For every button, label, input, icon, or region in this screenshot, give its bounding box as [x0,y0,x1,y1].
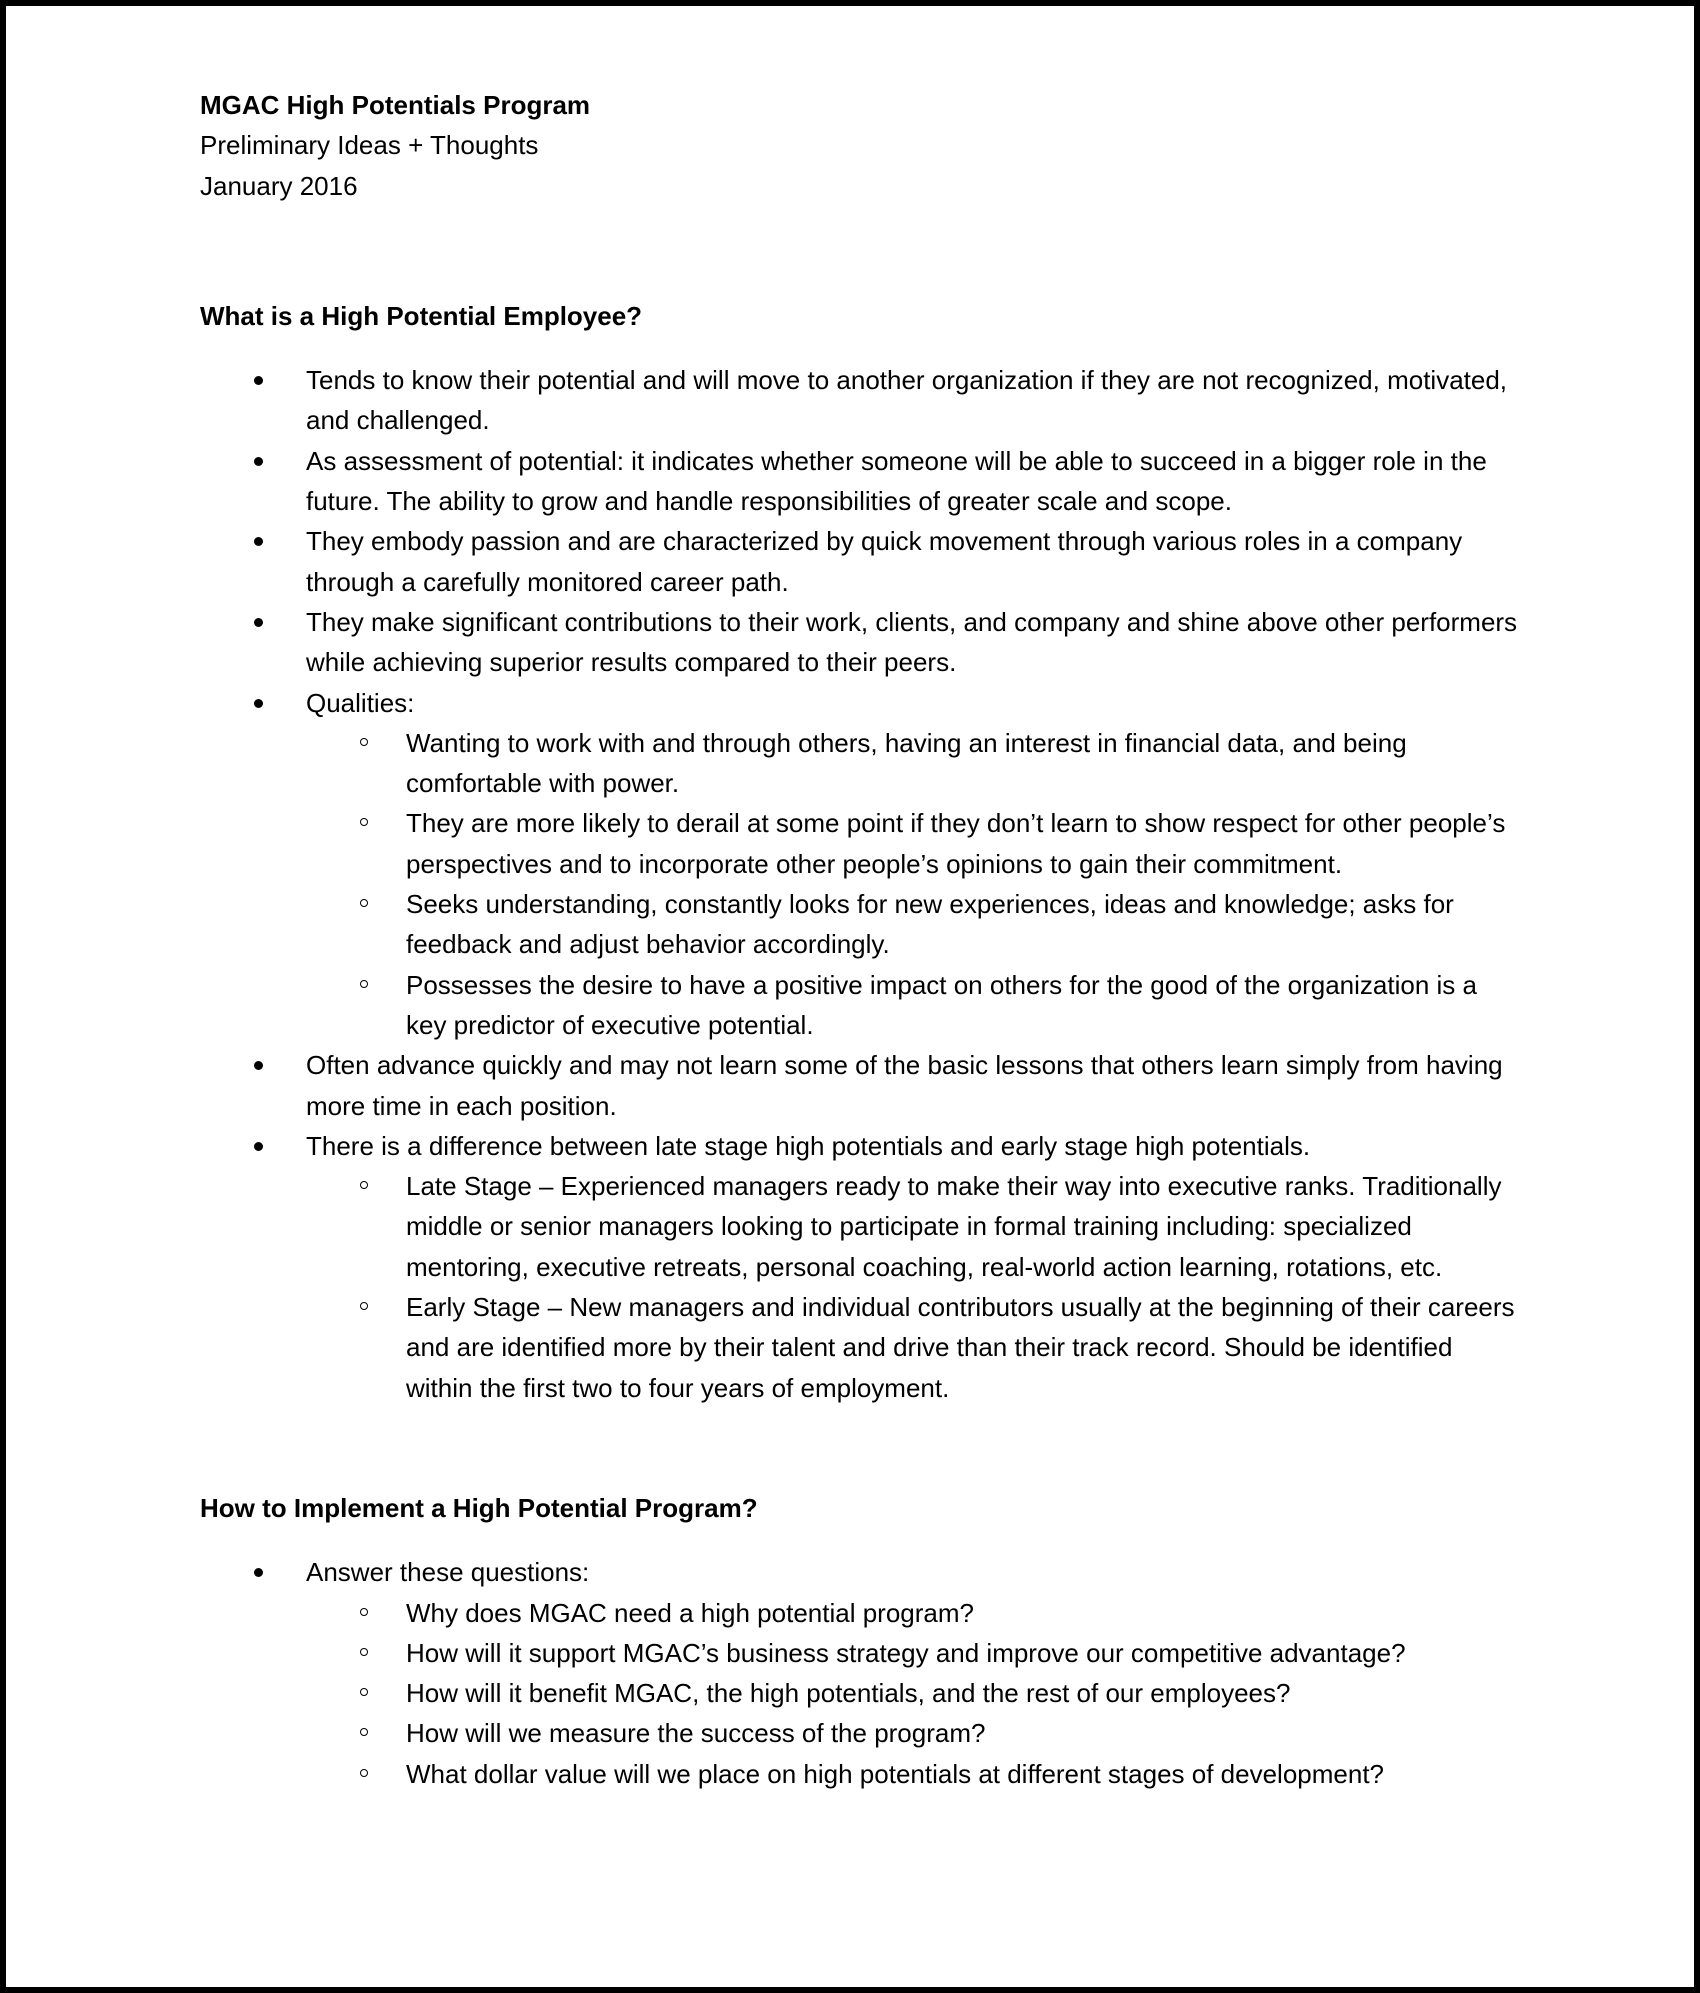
sublist-item: How will we measure the success of the program? [306,1713,1520,1753]
sublist-item: What dollar value will we place on high potentials at different stages of development? [306,1754,1520,1794]
bullet-circle-icon [360,1648,368,1656]
section-heading-high-potential-employee: What is a High Potential Employee? [200,300,643,331]
bullet-circle-icon [360,1302,368,1310]
sublist-item: Late Stage – Experienced managers ready to make their way into executive ranks. Traditionally middle or senior managers looking to participate in formal training including: specialized mentoring, executive retreats, personal coaching, real-world action learning, rotations, etc. [306,1166,1520,1287]
stages-sublist [306,1166,1520,1408]
sublist-item: Why does MGAC need a high potential program? [306,1593,1520,1633]
bullet-dot-icon [254,1568,263,1577]
bullet-dot-icon [254,618,263,627]
sublist-item: Possesses the desire to have a positive impact on others for the good of the organization is a key predictor of executive potential. [306,965,1520,1046]
list-item: Qualities: Wanting to work with and through others, having an interest in financial data, and being comfortable with power. They are more likely to derail at some point if they don’t learn to show respect for other people’s perspectives and to incorporate other people’s opinions to gain their commitment. Seeks understanding, constantly looks for new experiences, ideas and knowledge; asks for feedback and adjust behavior accordingly. Possesses the desire to have a positive impact on others for the good of the organization is a key predictor of executive potential. [200,683,1520,1046]
list-item: There is a difference between late stage high potentials and early stage high potentials. Late Stage – Experienced managers ready to make their way into executive ranks. Traditionally middle or senior managers looking to participate in formal training including: specialized mentoring, executive retreats, personal coaching, real-world action learning, rotations, etc. Early Stage – New managers and individual contributors usually at the beginning of their careers and are identified more by their talent and drive than their track record. Should be identified within the first two to four years of employment. [200,1126,1520,1408]
sublist-item: Seeks understanding, constantly looks for new experiences, ideas and knowledge; asks for feedback and adjust behavior accordingly. [306,884,1520,965]
bullet-circle-icon [360,738,368,746]
document-title: MGAC High Potentials Program [200,90,591,120]
sublist-item: Early Stage – New managers and individual contributors usually at the beginning of their careers and are identified more by their talent and drive than their track record. Should be identified within the first two to four years of employment. [306,1287,1520,1408]
bullet-circle-icon [360,980,368,988]
list-item: Answer these questions: Why does MGAC need a high potential program? How will it support MGAC’s business strategy and improve our competitive advantage? How will it benefit MGAC, the high potentials, and the rest of our employees? How will we measure the success of the program? What dollar value will we place on high potentials at different stages of development? [200,1552,1520,1794]
bullet-dot-icon [254,699,263,708]
bullet-circle-icon [360,1769,368,1777]
list-item: They embody passion and are characterized by quick movement through various roles in a company through a carefully monitored career path. [200,521,1520,602]
implement-list [200,1552,1520,1794]
bullet-dot-icon [254,1142,263,1151]
bullet-circle-icon [360,899,368,907]
bullet-dot-icon [254,457,263,466]
section-heading-implement-program: How to Implement a High Potential Program? [200,1492,758,1523]
bullet-dot-icon [254,376,263,385]
list-item: Tends to know their potential and will move to another organization if they are not recognized, motivated, and challenged. [200,360,1520,441]
list-item: Often advance quickly and may not learn some of the basic lessons that others learn simply from having more time in each position. [200,1045,1520,1126]
bullet-circle-icon [360,1181,368,1189]
bullet-circle-icon [360,1688,368,1696]
bullet-dot-icon [254,537,263,546]
questions-sublist [306,1593,1520,1794]
document-content [200,85,1520,1794]
document-date: January 2016 [200,170,358,201]
high-potential-list [200,360,1520,1408]
sublist-item: How will it benefit MGAC, the high potentials, and the rest of our employees? [306,1673,1520,1713]
qualities-sublist [306,723,1520,1045]
bullet-circle-icon [360,818,368,826]
list-item: As assessment of potential: it indicates whether someone will be able to succeed in a bigger role in the future. The ability to grow and handle responsibilities of greater scale and scope. [200,441,1520,522]
bullet-dot-icon [254,1061,263,1070]
document-subtitle: Preliminary Ideas + Thoughts [200,130,539,161]
list-item: They make significant contributions to their work, clients, and company and shine above other performers while achieving superior results compared to their peers. [200,602,1520,683]
sublist-item: How will it support MGAC’s business strategy and improve our competitive advantage? [306,1633,1520,1673]
bullet-circle-icon [360,1728,368,1736]
sublist-item: Wanting to work with and through others, having an interest in financial data, and being comfortable with power. [306,723,1520,804]
bullet-circle-icon [360,1608,368,1616]
sublist-item: They are more likely to derail at some point if they don’t learn to show respect for other people’s perspectives and to incorporate other people’s opinions to gain their commitment. [306,803,1520,884]
